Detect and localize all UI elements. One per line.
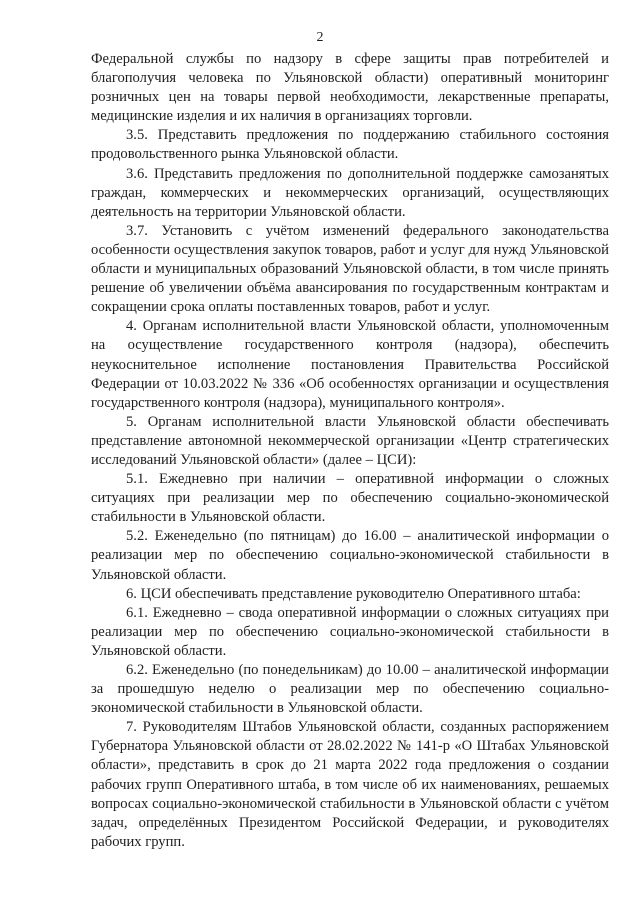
paragraph-3-5: 3.5. Представить предложения по поддержанию стабильного состояния продовольственного рынка Ульяновской области.	[91, 127, 609, 163]
paragraph-5: 5. Органам исполнительной власти Ульяновской области обеспечивать представление автономной некоммерческой организации «Центр стратегических исследований Ульяновской области» (далее – ЦСИ):	[91, 413, 609, 468]
document-body	[91, 50, 609, 852]
page-number: 2	[316, 30, 324, 45]
paragraph-5-2: 5.2. Еженедельно (по пятницам) до 16.00 – аналитической информации о реализации мер по обеспечению социально-экономической стабильности в Ульяновской области.	[91, 528, 609, 583]
paragraph-6: 6. ЦСИ обеспечивать представление руководителю Оперативного штаба:	[126, 585, 581, 602]
paragraph-6-1: 6.1. Ежедневно – свода оперативной информации о сложных ситуациях при реализации мер по обеспечению социально-экономической стабильности в Ульяновской области.	[91, 604, 609, 659]
paragraph-5-1: 5.1. Ежедневно при наличии – оперативной информации о сложных ситуациях при реализации мер по обеспечению социально-экономической стабильности в Ульяновской области.	[91, 471, 609, 526]
paragraph-7: 7. Руководителям Штабов Ульяновской области, созданных распоряжением Губернатора Ульяновской области от 28.02.2022 № 141-р «О Штабах Ульяновской области», представить в срок до 21 марта 2022 года предложения о создании рабочих групп Оперативного штаба, в том числе об их наименованиях, решаемых вопросах социально-экономической стабильности в Ульяновской области с учётом задач, определённых Президентом Российской Федерации, и руководителях рабочих групп.	[91, 719, 609, 850]
paragraph-3-7: 3.7. Установить с учётом изменений федерального законодательства особенности осуществления закупок товаров, работ и услуг для нужд Ульяновской области и муниципальных образований Ульяновской области, в том числе принять решение об увеличении объёма авансирования по государственным контрактам и сокращении срока оплаты поставленных товаров, работ и услуг.	[91, 222, 609, 316]
paragraph-4: 4. Органам исполнительной власти Ульяновской области, уполномоченным на осуществление государственного контроля (надзора), обеспечить неукоснительное исполнение постановления Правительства Российской Федерации от 10.03.2022 № 336 «Об особенностях организации и осуществления государственного контроля (надзора), муниципального контроля».	[91, 318, 609, 411]
paragraph-3-6: 3.6. Представить предложения по дополнительной поддержке самозанятых граждан, коммерческих и некоммерческих организаций, осуществляющих деятельность на территории Ульяновской области.	[91, 165, 609, 220]
paragraph-6-2: 6.2. Еженедельно (по понедельникам) до 10.00 – аналитической информации за прошедшую неделю о реализации мер по обеспечению социально-экономической стабильности в Ульяновской области.	[91, 662, 609, 717]
paragraph-continuation: Федеральной службы по надзору в сфере защиты прав потребителей и благополучия человека по Ульяновской области) оперативный мониторинг розничных цен на товары первой необходимости, лекарственные препараты, медицинские изделия и их наличия в организациях торговли.	[91, 51, 609, 125]
